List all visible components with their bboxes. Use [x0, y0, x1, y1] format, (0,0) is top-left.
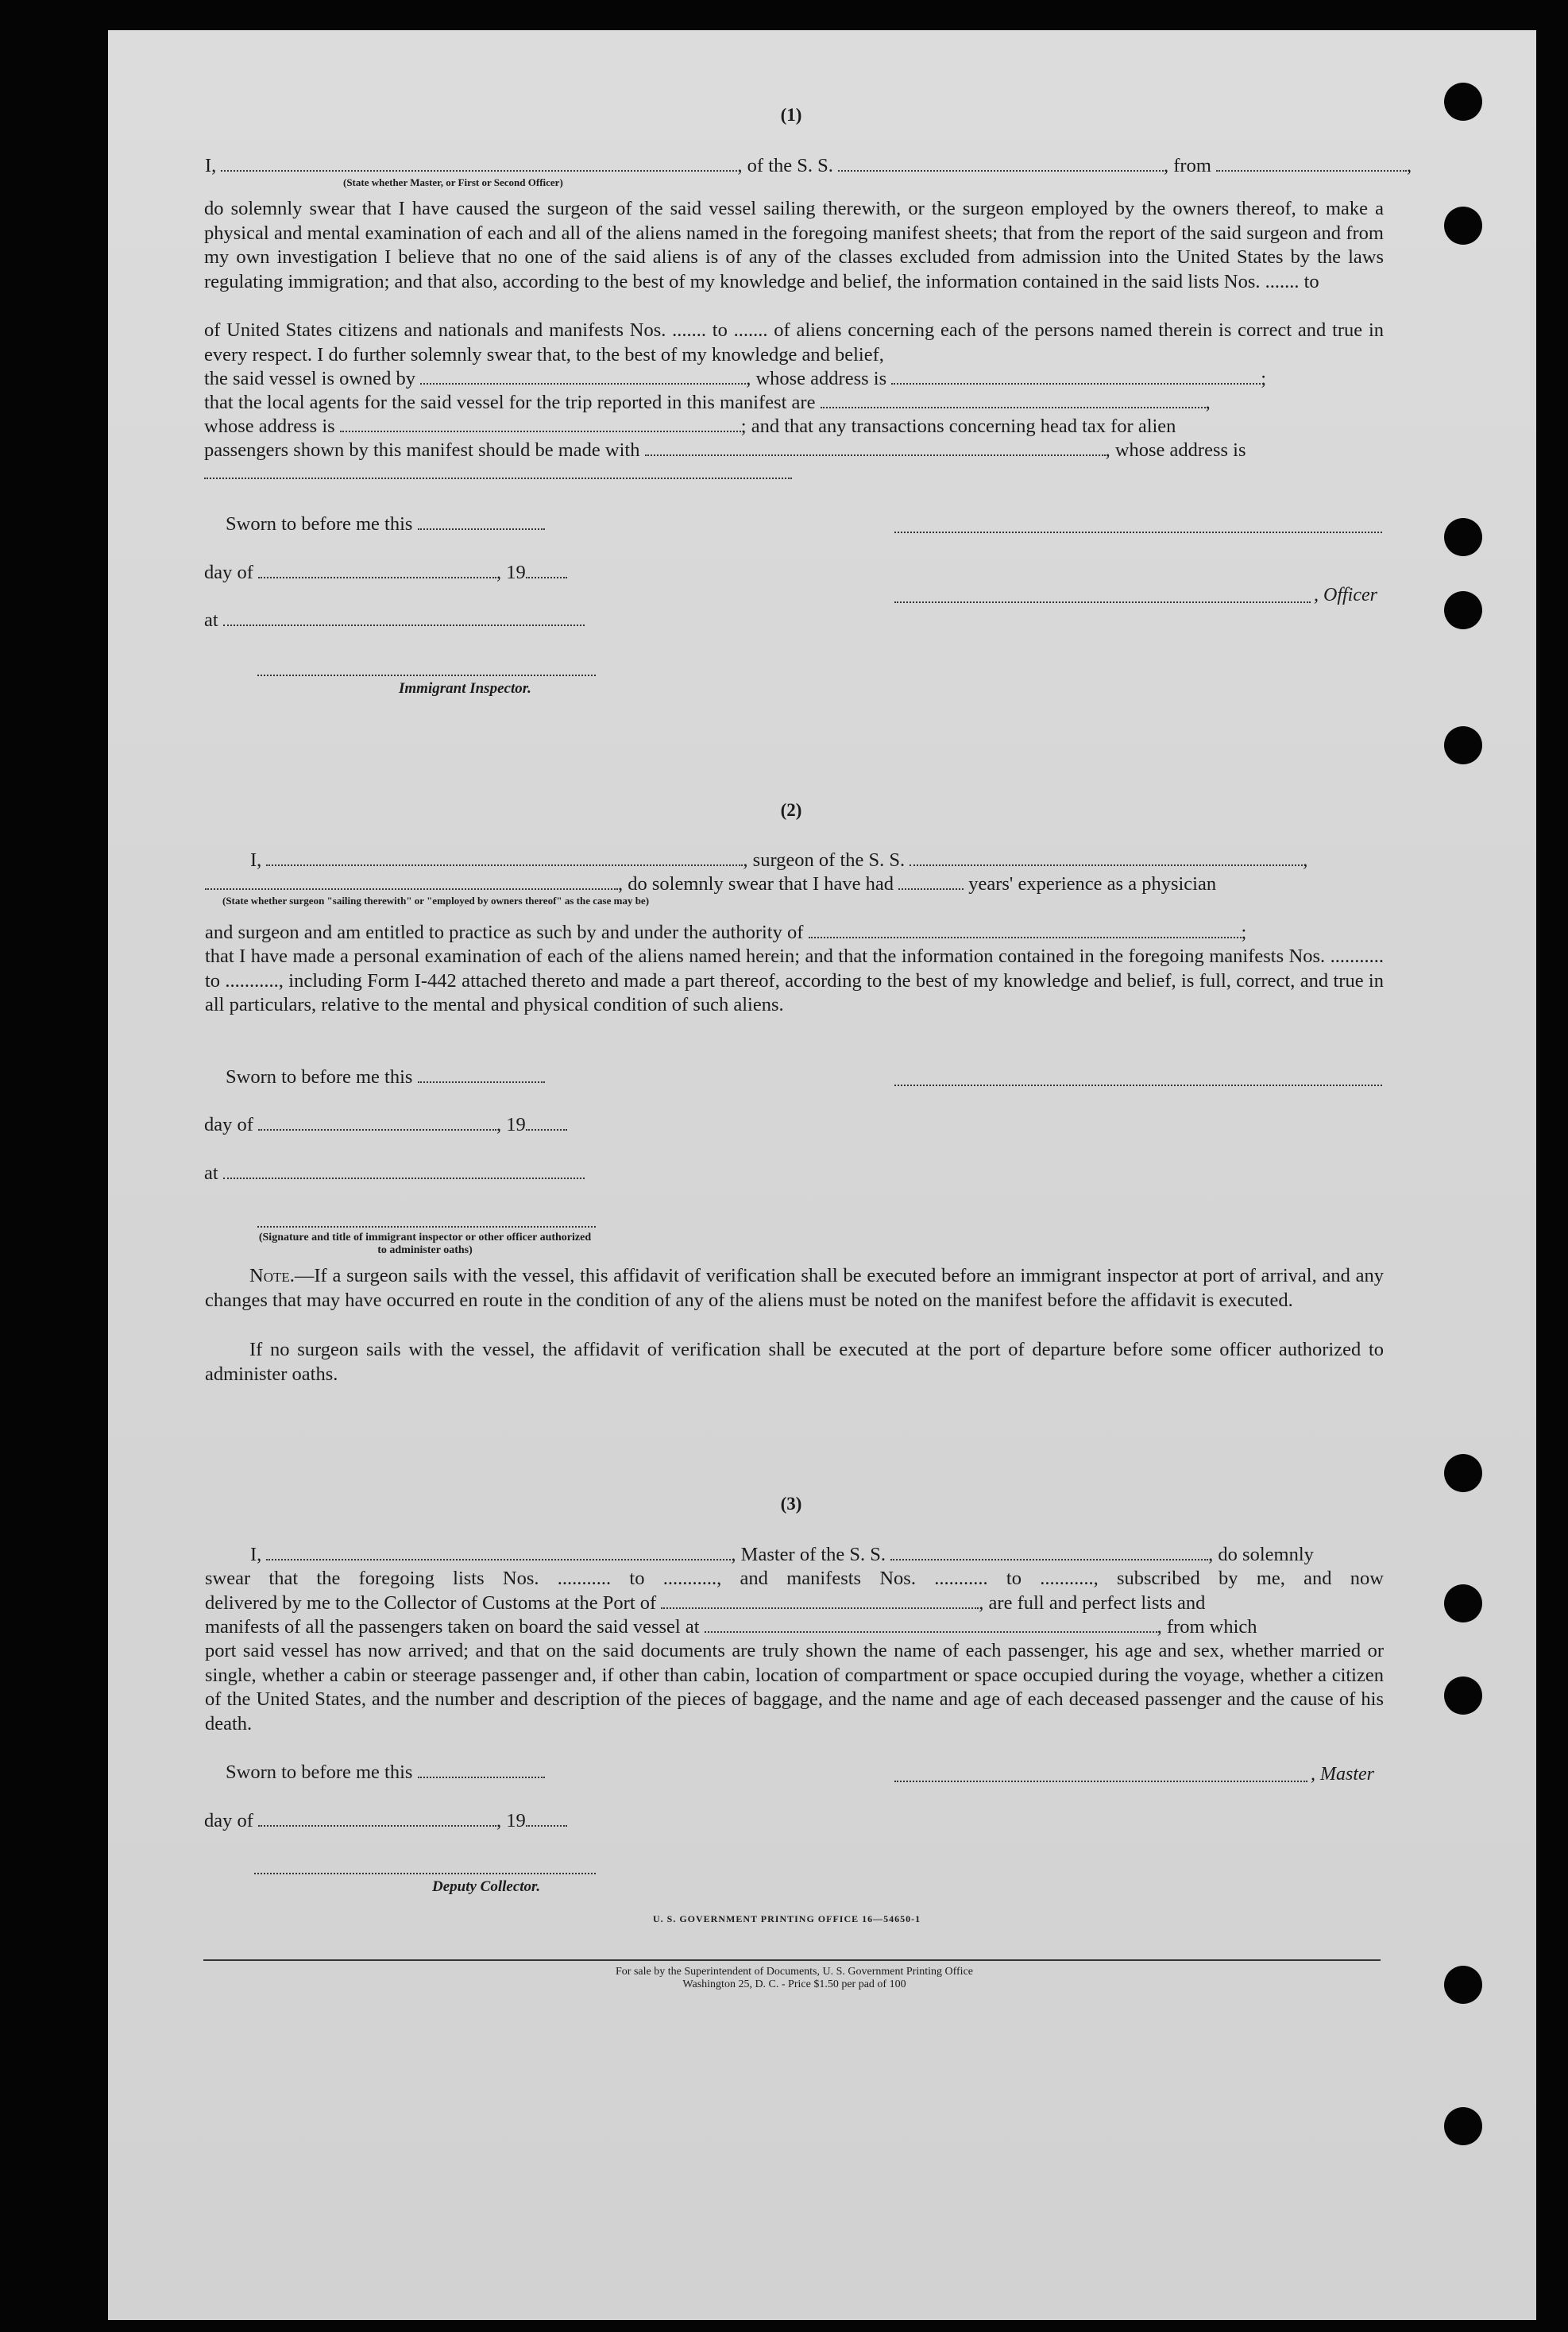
text-sworn: Sworn to before me this [226, 1762, 413, 1783]
section-1-rank-hint: (State whether Master, or First or Second Officer) [343, 176, 563, 188]
text-from: , from [1164, 155, 1211, 176]
head-tax-address-field[interactable] [204, 477, 792, 479]
punch-hole [1444, 591, 1482, 629]
section-3-day-of [204, 1809, 567, 1833]
section-3-delivered-line [205, 1591, 1205, 1615]
note-label: Note. [249, 1265, 295, 1286]
sworn-day-field[interactable] [418, 1761, 545, 1778]
text-19: , 19 [496, 562, 526, 583]
inspector-signature-field[interactable] [257, 674, 596, 676]
section-1-owner-line [204, 367, 1266, 391]
sale-notice-line-2: Washington 25, D. C. - Price $1.50 per pad of 100 [682, 1978, 906, 1990]
text-delivered: delivered by me to the Collector of Customs at the Port of [205, 1592, 657, 1614]
text-semicolon: ; [1241, 922, 1247, 943]
text-owned-by: the said vessel is owned by [204, 368, 416, 389]
immigrant-inspector-label: Immigrant Inspector. [399, 680, 531, 697]
text-i: I, [205, 155, 217, 176]
text-authority: and surgeon and am entitled to practice as such by and under the authority of [205, 922, 804, 943]
surgeon-vessel-field[interactable] [910, 849, 1303, 866]
section-2-at [204, 1162, 585, 1185]
sworn-month-field[interactable] [258, 1809, 496, 1827]
text-of-ss: , of the S. S. [737, 155, 833, 176]
text-i: I, [250, 849, 262, 871]
master-label: , Master [1311, 1764, 1374, 1785]
text-whose-address-is: , whose address is [1105, 439, 1246, 461]
master-name-field[interactable] [266, 1543, 731, 1560]
text-solemnly-swear: , do solemnly swear that I have had [618, 873, 894, 895]
section-3-lists-line: swear that the foregoing lists Nos. ........... to ..........., and manifests Nos. ........... to ..........., subscribed by me, and now [205, 1568, 1384, 1589]
vessel-owner-field[interactable] [420, 367, 746, 385]
text-day-of: day of [204, 562, 253, 583]
section-1-oath-text: do solemnly swear that I have caused the surgeon of the said vessel sailing therewith, or the surgeon employed by the owners thereof, to make a physical and mental examination of each and all of the aliens named in the foregoing manifest sheets; that from the report of the said surgeon and from my own investigation I believe that no one of the said aliens is of any of the classes excluded from admission into the United States by the laws regulating immigration; and that also, according to the best of my knowledge and belief, the information contained in the said lists Nos. ....... to [204, 198, 1384, 292]
section-1-passengers-line [204, 439, 1246, 462]
text-day-of: day of [204, 1810, 253, 1831]
note-text: —If a surgeon sails with the vessel, this affidavit of verification shall be executed before an immigrant inspector at port of arrival, and any changes that may have occurred en route in the condition of any of the aliens must be noted on the manifest before the affidavit is executed. [205, 1265, 1384, 1311]
text-full-perfect: , are full and perfect lists and [979, 1592, 1206, 1614]
deputy-collector-label: Deputy Collector. [432, 1878, 541, 1895]
gpo-imprint: U. S. GOVERNMENT PRINTING OFFICE 16—54650-1 [653, 1913, 921, 1924]
text-whose-address: , whose address is [746, 368, 887, 389]
section-1-day-of [204, 561, 567, 585]
signature-caption: (Signature and title of immigrant inspector or other officer authorized to administer oaths) [258, 1232, 592, 1256]
port-of-arrival-field[interactable] [661, 1591, 979, 1609]
surgeon-name-field[interactable] [266, 849, 743, 866]
section-3-sworn [226, 1761, 545, 1785]
text-years-experience: years' experience as a physician [968, 873, 1217, 895]
section-2-sworn [226, 1065, 545, 1089]
surgeon-status-field[interactable] [205, 872, 618, 890]
officer-signature-field[interactable] [894, 531, 1382, 533]
text-local-agents: that the local agents for the said vessel for the trip reported in this manifest are [204, 392, 816, 413]
master-vessel-field[interactable] [890, 1543, 1208, 1560]
section-1-agents-line [204, 391, 1211, 415]
footer-rule [203, 1959, 1381, 1961]
officer-label: , Officer [1314, 585, 1377, 605]
text-19: , 19 [496, 1114, 526, 1135]
sworn-day-field[interactable] [418, 1065, 545, 1083]
section-2-experience-line [205, 872, 1216, 896]
sworn-day-field[interactable] [418, 512, 545, 530]
section-3-number: (3) [780, 1494, 802, 1514]
text-manifests: manifests of all the passengers taken on board the said vessel at [205, 1616, 700, 1638]
text-do-solemnly: , do solemnly [1208, 1544, 1314, 1565]
officer-name-field[interactable] [221, 154, 737, 172]
sworn-year-field[interactable] [526, 1113, 567, 1131]
sworn-year-field[interactable] [526, 1809, 567, 1827]
section-1-number: (1) [780, 105, 802, 125]
section-3-manifests-line [205, 1615, 1257, 1639]
inspector-signature-field[interactable] [257, 1225, 596, 1228]
vessel-name-field[interactable] [838, 154, 1164, 172]
punch-hole [1444, 1966, 1482, 2004]
sworn-place-field[interactable] [223, 609, 585, 626]
punch-hole [1444, 1584, 1482, 1622]
text-semicolon: ; [1261, 368, 1267, 389]
authority-field[interactable] [809, 921, 1242, 938]
section-1-at [204, 609, 585, 632]
text-surgeon-of-ss: , surgeon of the S. S. [743, 849, 906, 871]
section-2-oath-text: that I have made a personal examination of each of the aliens named herein; and that the information contained in the foregoing manifests Nos. ........... to ..........., including Form I-442 attached thereto and made a part thereof, according to the best of my knowledge and belief, is full, correct, and true in all particulars, relative to the mental and physical condition of such aliens. [205, 946, 1384, 1015]
officer-title-field[interactable] [894, 601, 1311, 603]
punch-hole [1444, 1454, 1482, 1492]
section-2-authority-line [205, 921, 1246, 945]
text-master-of-ss: , Master of the S. S. [731, 1544, 886, 1565]
text-sworn: Sworn to before me this [226, 1066, 413, 1088]
sworn-place-field[interactable] [223, 1162, 585, 1179]
sworn-month-field[interactable] [258, 561, 496, 578]
text-head-tax: ; and that any transactions concerning head tax for alien [740, 416, 1176, 437]
punch-hole [1444, 1676, 1482, 1715]
text-sworn: Sworn to before me this [226, 513, 413, 535]
text-day-of: day of [204, 1114, 253, 1135]
note-paragraph [205, 1264, 1384, 1313]
text-i: I, [250, 1544, 262, 1565]
years-experience-field[interactable] [898, 872, 964, 890]
owner-address-field[interactable] [891, 367, 1261, 385]
text-comma: , [1205, 392, 1211, 413]
text-from-which: , from which [1157, 1616, 1257, 1638]
sale-notice-line-1: For sale by the Superintendent of Documents, U. S. Government Printing Office [616, 1966, 973, 1978]
sworn-year-field[interactable] [526, 561, 567, 578]
section-2-surgeon-hint: (State whether surgeon "sailing therewith" or "employed by owners thereof" as the case may be) [222, 895, 650, 907]
punch-hole [1444, 207, 1482, 245]
departure-port-field[interactable] [1216, 154, 1407, 172]
local-agents-field[interactable] [821, 391, 1206, 408]
master-signature-field[interactable] [894, 1780, 1307, 1782]
text-comma: , [1303, 849, 1308, 871]
text-comma: , [1407, 155, 1412, 176]
section-1-opening-line [205, 154, 1412, 178]
section-1-oath-text-2: of United States citizens and nationals and manifests Nos. ....... to ....... of aliens concerning each of the persons named therein is correct and true in every respect. I do further solemnly swear that, to the best of my knowledge and belief, [204, 319, 1384, 365]
section-1-agent-address-line [204, 415, 1176, 439]
text-whose-address-is: whose address is [204, 416, 335, 437]
text-at: at [204, 609, 218, 631]
note-paragraph-2: If no surgeon sails with the vessel, the affidavit of verification shall be executed at the port of departure before some officer authorized to administer oaths. [205, 1339, 1384, 1385]
section-2-day-of [204, 1113, 567, 1137]
section-3-oath-text: port said vessel has now arrived; and that on the said documents are truly shown the name of each passenger, his age and sex, whether married or single, whether a cabin or steerage passenger and, if other than cabin, location of compartment or space occupied during the voyage, whether a citizen of the United States, and the number and description of the pieces of baggage, and the name and age of each deceased passenger and the cause of his death. [205, 1640, 1384, 1734]
sworn-month-field[interactable] [258, 1113, 496, 1131]
port-of-embarkation-field[interactable] [705, 1615, 1157, 1633]
punch-hole [1444, 518, 1482, 556]
head-tax-party-field[interactable] [645, 439, 1106, 456]
punch-hole [1444, 83, 1482, 121]
punch-hole [1444, 726, 1482, 764]
agent-address-field[interactable] [340, 415, 741, 432]
section-2-number: (2) [780, 800, 802, 820]
section-3-opening-line [250, 1543, 1314, 1567]
section-2-opening-line [250, 849, 1307, 872]
text-passengers: passengers shown by this manifest should be made with [204, 439, 640, 461]
surgeon-signature-field[interactable] [894, 1084, 1382, 1086]
text-19: , 19 [496, 1810, 526, 1831]
section-1-sworn [226, 512, 545, 536]
punch-hole [1444, 2107, 1482, 2145]
collector-signature-field[interactable] [254, 1872, 596, 1874]
text-at: at [204, 1162, 218, 1184]
